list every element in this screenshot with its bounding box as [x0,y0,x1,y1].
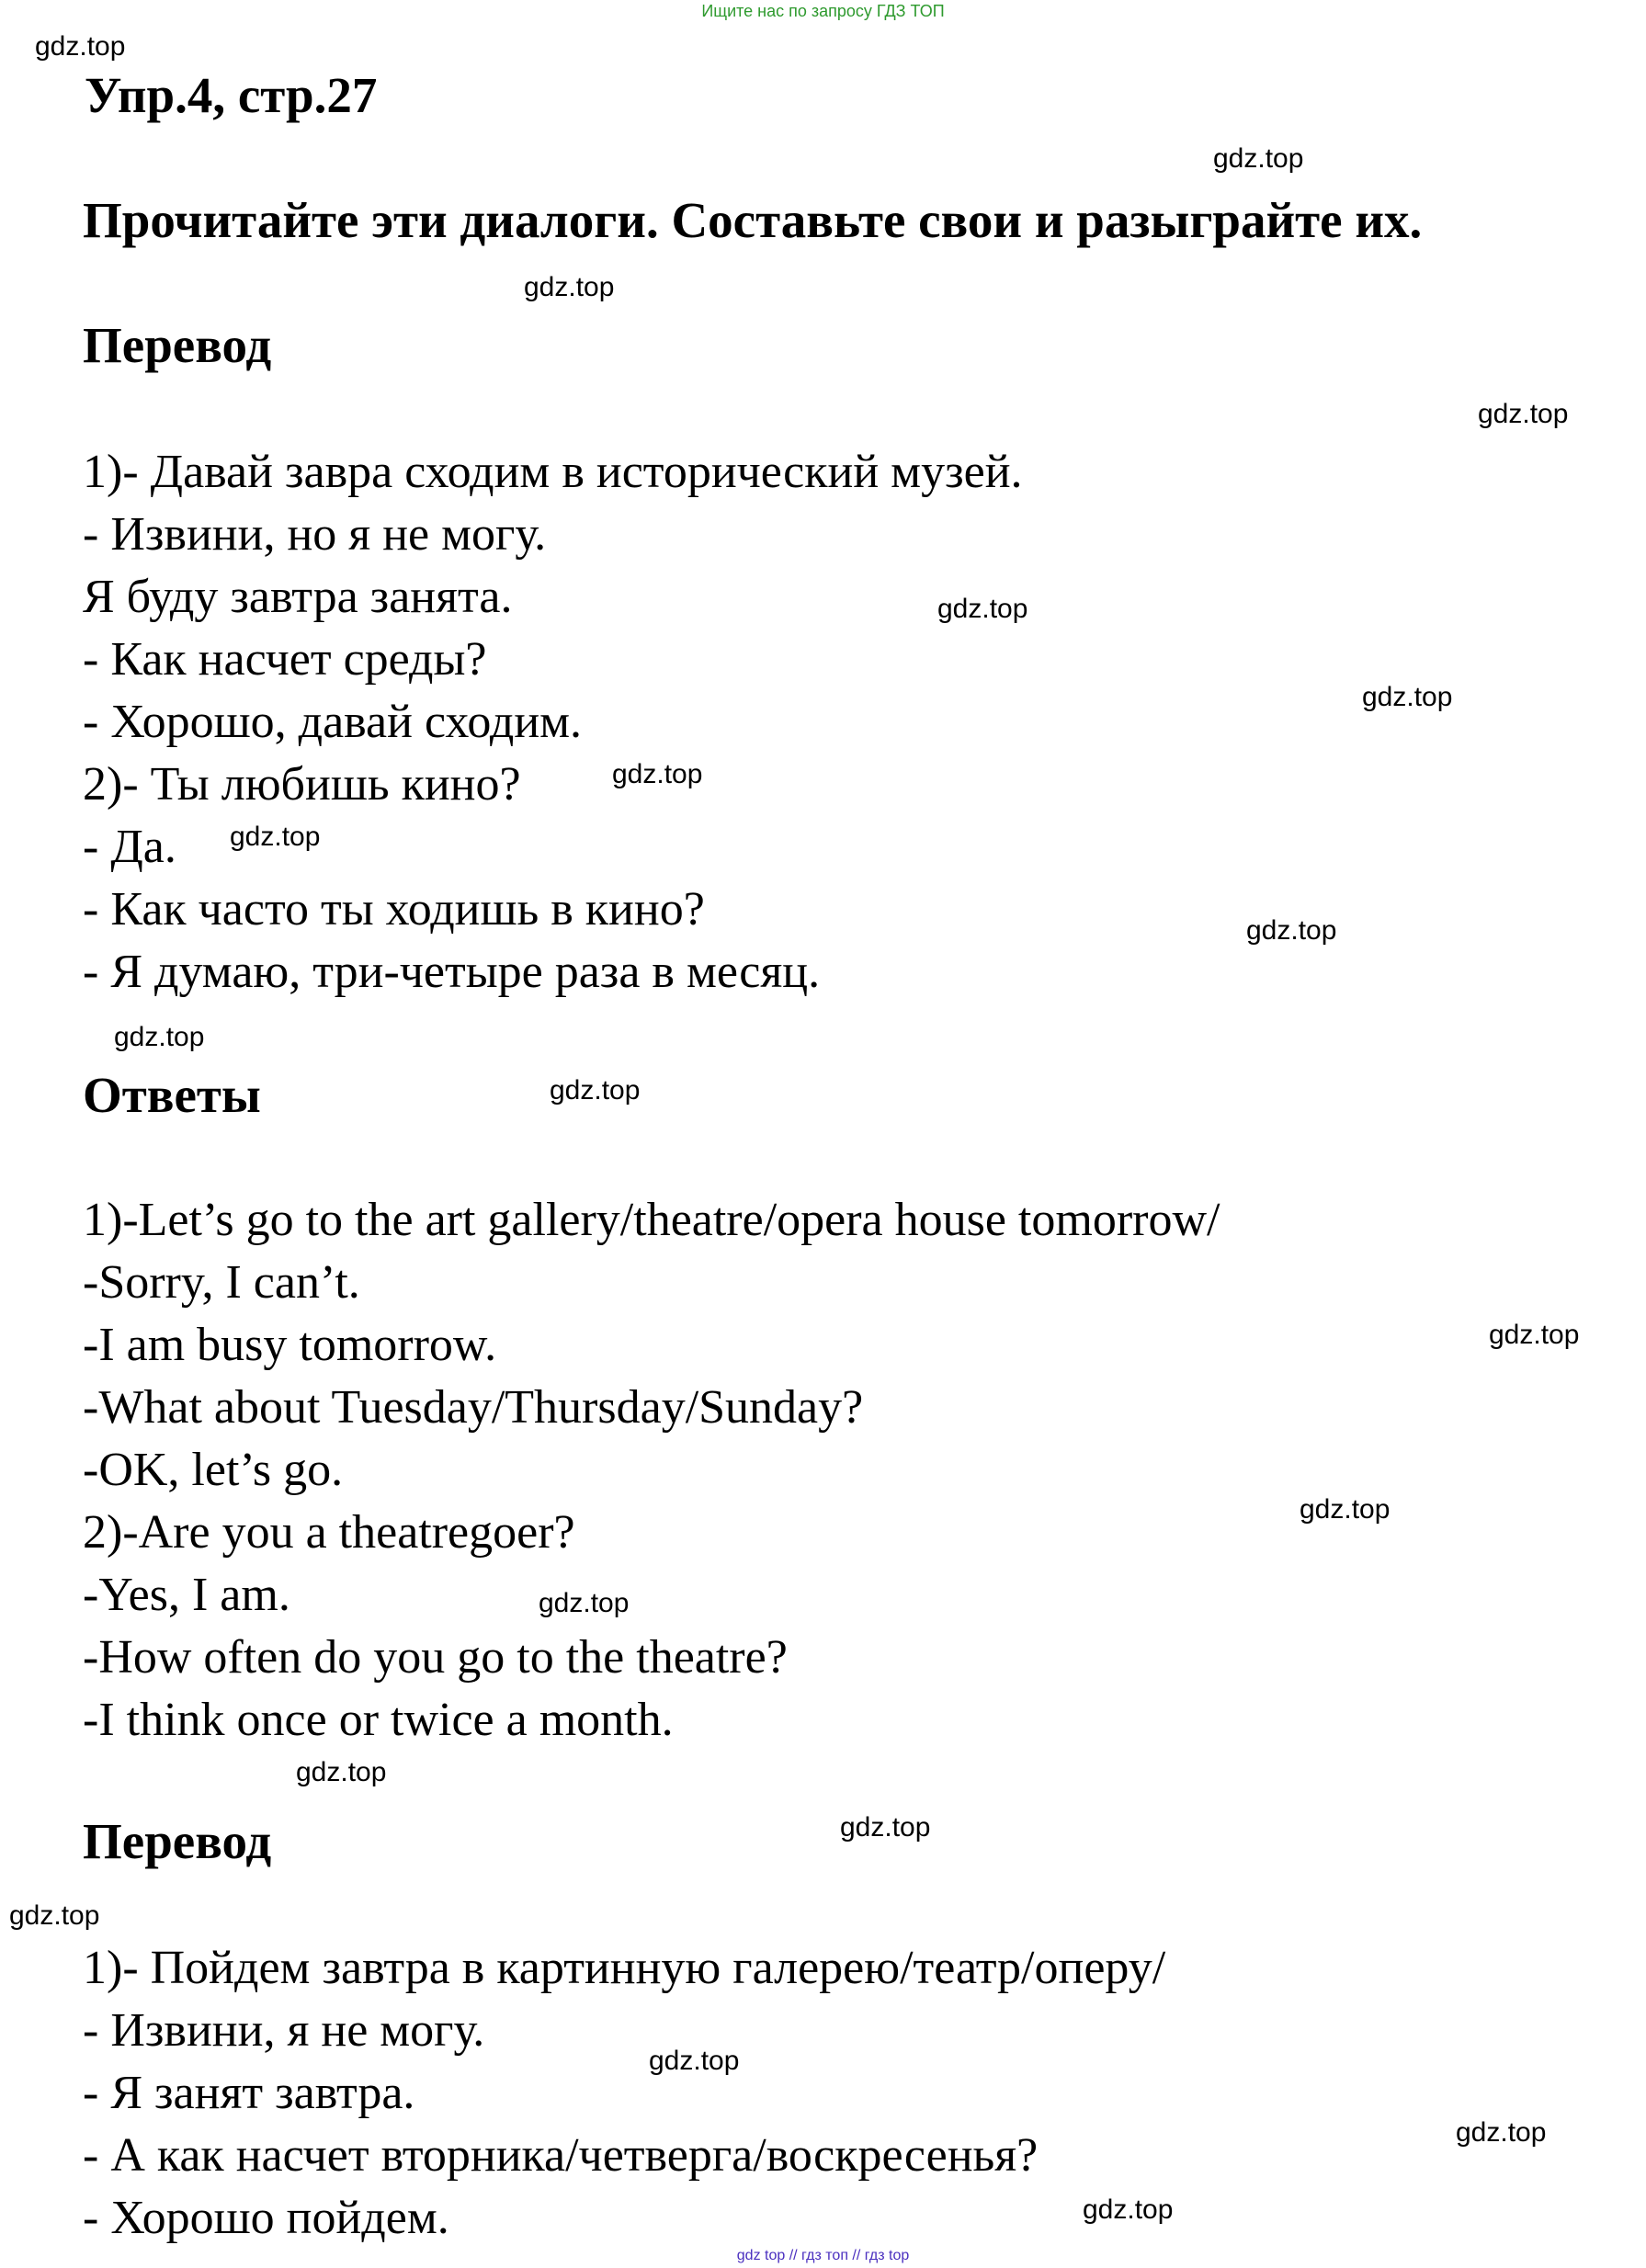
watermark: gdz.top [1362,682,1453,712]
translation1-line: - Извини, но я не могу. [83,508,547,561]
translation1-line: 1)- Давай завра сходим в исторический музей. [83,446,1023,498]
translation-heading-2: Перевод [83,1813,272,1869]
watermark: gdz.top [114,1022,205,1052]
page-title: Упр.4, стр.27 [85,67,378,123]
answers-line: -Yes, I am. [83,1569,290,1621]
watermark: gdz.top [550,1075,641,1106]
translation2-line: - А как насчет вторника/четверга/воскресенья? [83,2129,1039,2182]
answers-line: -I think once or twice a month. [83,1694,674,1746]
watermark: gdz.top [1478,399,1569,429]
watermark: gdz.top [539,1588,630,1618]
watermark: gdz.top [1246,915,1337,946]
watermark: gdz.top [1083,2194,1174,2225]
task-text: Прочитайте эти диалоги. Составьте свои и разыграйте их. [83,192,1423,248]
answers-line: -What about Tuesday/Thursday/Sunday? [83,1381,864,1434]
watermark: gdz.top [612,759,703,789]
translation1-line: - Как часто ты ходишь в кино? [83,883,705,936]
watermark: gdz.top [230,822,321,852]
answers-line: -Sorry, I can’t. [83,1256,360,1309]
translation2-line: 1)- Пойдем завтра в картинную галерею/театр/оперу/ [83,1942,1166,1994]
translation1-line: Я буду завтра занята. [83,571,513,623]
bottom-banner: gdz top // гдз топ // гдз top [736,2248,910,2263]
translation1-line: - Да. [83,821,176,873]
answers-line: -OK, let’s go. [83,1444,344,1496]
watermark: gdz.top [9,1900,100,1931]
watermark: gdz.top [1489,1320,1580,1350]
translation-heading-1: Перевод [83,317,272,373]
watermark: gdz.top [840,1812,931,1843]
watermark: gdz.top [1213,143,1304,174]
watermark: gdz.top [296,1757,387,1787]
translation1-line: - Я думаю, три-четыре раза в месяц. [83,946,821,998]
answers-line: -I am busy tomorrow. [83,1319,497,1371]
answers-heading: Ответы [83,1067,261,1123]
watermark: gdz.top [649,2046,740,2076]
watermark: gdz.top [1456,2117,1547,2148]
answers-line: 2)-Are you a theatregoer? [83,1506,575,1559]
watermark: gdz.top [937,594,1028,624]
translation2-line: - Я занят завтра. [83,2067,415,2119]
watermark: gdz.top [35,31,126,62]
watermark: gdz.top [524,272,615,302]
answers-line: -How often do you go to the theatre? [83,1631,788,1684]
translation1-line: - Хорошо, давай сходим. [83,696,583,748]
translation1-line: 2)- Ты любишь кино? [83,758,521,811]
watermark: gdz.top [1300,1494,1391,1525]
answers-line: 1)-Let’s go to the art gallery/theatre/opera house tomorrow/ [83,1194,1220,1246]
translation2-line: - Извини, я не могу. [83,2004,485,2057]
top-banner: Ищите нас по запросу ГДЗ ТОП [701,2,945,20]
translation2-line: - Хорошо пойдем. [83,2192,449,2244]
translation1-line: - Как насчет среды? [83,633,487,686]
